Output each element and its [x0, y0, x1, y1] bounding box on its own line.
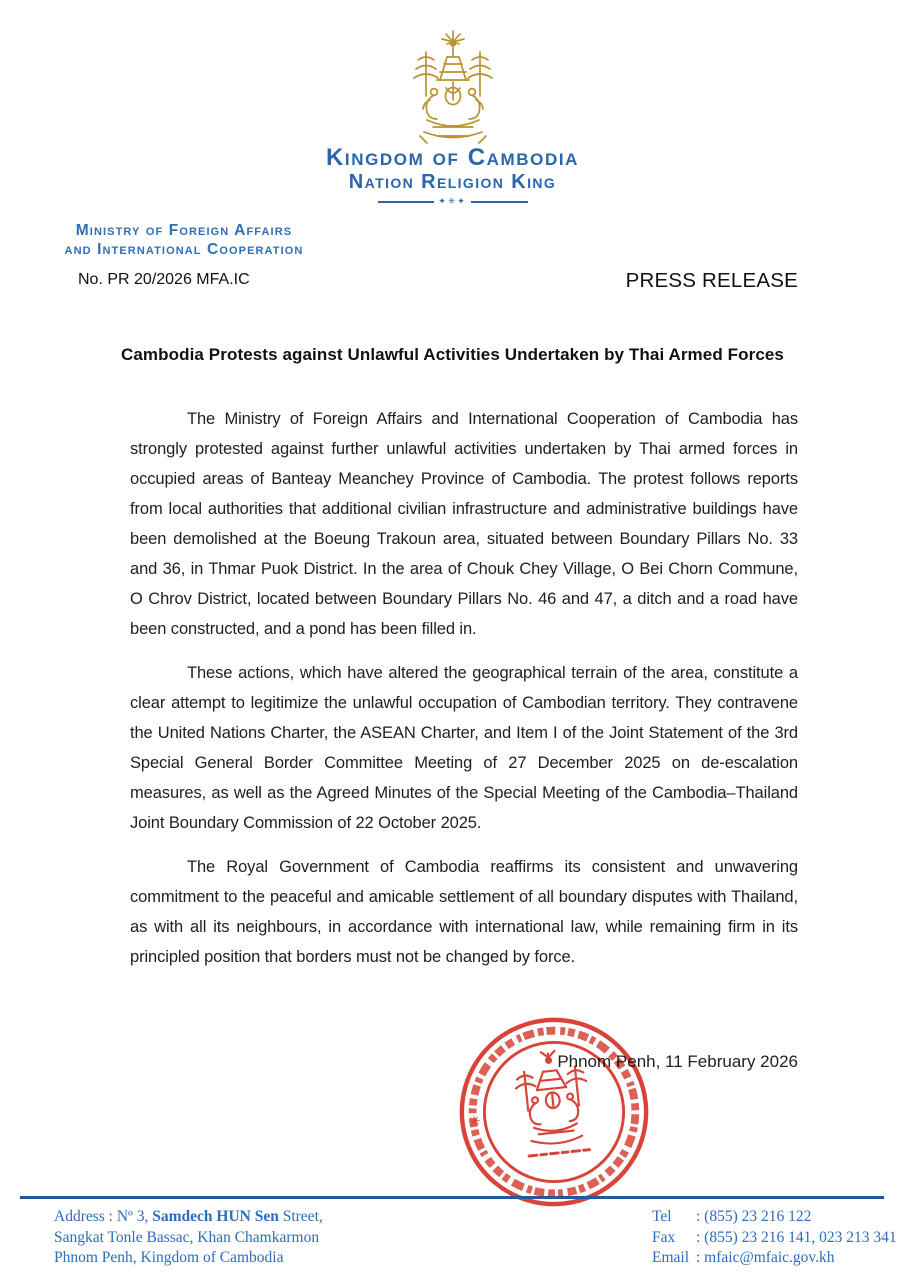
address-street-suffix: Street, [278, 1208, 323, 1225]
svg-text:✳: ✳ [467, 1112, 482, 1131]
address-street-name: Samdech HUN Sen [152, 1208, 279, 1225]
email-label: Email [652, 1249, 690, 1266]
ministry-name-line1: Ministry of Foreign Affairs [75, 222, 293, 239]
address-intro: Address : Nº 3, [54, 1208, 153, 1225]
divider-line-right [471, 201, 528, 203]
fax-label: Fax [652, 1228, 676, 1246]
document-type-label: PRESS RELEASE [625, 269, 798, 292]
address-line-2: Sangkat Tonle Bassac, Khan Chamkarmon [54, 1228, 320, 1246]
tel-label: Tel [652, 1208, 672, 1225]
document-title: Cambodia Protests against Unlawful Activities Undertaken by Thai Armed Forces [121, 345, 784, 364]
divider-line-left [378, 201, 435, 203]
reference-number: No. PR 20/2026 MFA.IC [78, 271, 250, 288]
footer-address [54, 1207, 323, 1269]
fax-value: : (855) 23 216 141, 023 213 341 [696, 1228, 897, 1246]
national-motto: Nation Religion King [348, 171, 557, 193]
body-paragraph-1: The Ministry of Foreign Affairs and International Cooperation of Cambodia has strongly protested against further unlawful activities undertaken by Thai armed forces in occupied areas of Banteay Meanchey Province of Cambodia. The protest follows reports from local authorities that additional civilian infrastructure and administrative buildings have been demolished at the Boeung Trakoun area, situated between Boundary Pillars No. 33 and 36, in Thmar Puok District. In the area of Chouk Chey Village, O Bei Chorn Commune, O Chrov District, located between Boundary Pillars No. 46 and 47, a ditch and a road have been constructed, and a pond has been filled in. [130, 410, 798, 638]
kingdom-title: Kingdom of Cambodia [325, 144, 580, 171]
royal-arms-icon [403, 30, 503, 151]
tel-value: : (855) 23 216 122 [696, 1208, 812, 1225]
address-line-3: Phnom Penh, Kingdom of Cambodia [54, 1249, 284, 1266]
reference-row [0, 269, 905, 295]
ministry-name [36, 221, 332, 259]
document-body [130, 404, 798, 986]
divider-ornament-icon: ✦✳✦ [438, 196, 467, 206]
footer-contacts [652, 1207, 897, 1269]
dateline: Phnom Penh, 11 February 2026 [557, 1052, 798, 1071]
tel-row [652, 1207, 897, 1228]
footer-divider-line [20, 1196, 884, 1199]
ministry-name-line2: and International Cooperation [64, 241, 304, 258]
body-paragraph-2: These actions, which have altered the geographical terrain of the area, constitute a clear attempt to legitimize the unlawful occupation of Cambodian territory. They contravene the United Nations Charter, the ASEAN Charter, and Item I of the Joint Statement of the 3rd Special General Border Committee Meeting of 27 December 2025 on de-escalation measures, as well as the Agreed Minutes of the Special Meeting of the Cambodia–Thailand Joint Boundary Commission of 22 October 2025. [130, 664, 798, 832]
fax-row [652, 1228, 897, 1249]
address-line-1 [54, 1207, 323, 1228]
email-value: : mfaic@mfaic.gov.kh [696, 1249, 835, 1266]
body-paragraph-3: The Royal Government of Cambodia reaffirms its consistent and unwavering commitment to the peaceful and amicable settlement of all boundary disputes with Thailand, as with all its neighbours, in accordance with international law, while remaining firm in its principled position that borders must not be changed by force. [130, 858, 798, 966]
header-divider [378, 197, 528, 206]
email-row [652, 1248, 897, 1269]
ministry-seal-stamp [456, 1014, 652, 1215]
